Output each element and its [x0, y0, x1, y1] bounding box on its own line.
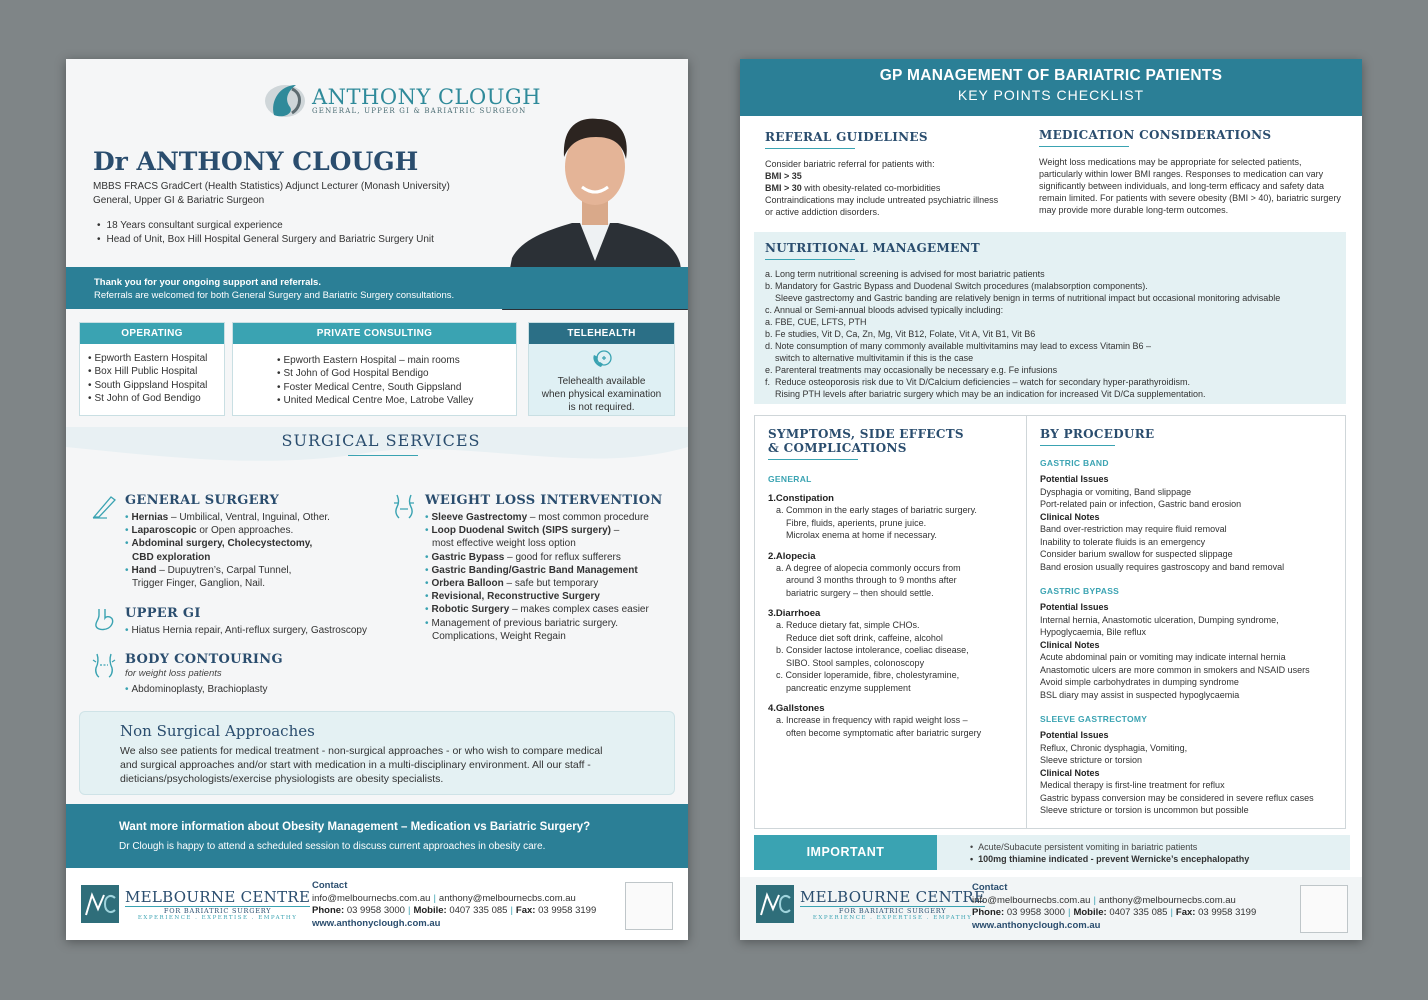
- symptom-line: Microlax enema at home if necessary.: [786, 530, 937, 540]
- service-item-text: – most common procedure: [527, 512, 649, 523]
- service-item: [425, 564, 675, 577]
- note-line: Band over-restriction may require fluid removal: [1040, 524, 1227, 534]
- symptom-heading: 4.Gallstones: [768, 703, 825, 714]
- symptom-heading: 3.Diarrhoea: [768, 608, 821, 619]
- contact-label: Contact: [312, 880, 348, 891]
- checklist-subtitle: KEY POINTS CHECKLIST: [957, 87, 1145, 103]
- procedure-list: [1040, 458, 1345, 817]
- body-contouring-title: BODY CONTOURING: [125, 652, 283, 667]
- service-item-bold: Gastric Bypass: [431, 551, 505, 563]
- general-surgery-title: GENERAL SURGERY: [125, 493, 280, 508]
- procedure-panel: [1026, 415, 1346, 829]
- mc-monogram-icon: [81, 885, 119, 923]
- symptom-line: around 3 months through to 9 months after: [786, 575, 957, 585]
- note-line: Gastric bypass conversion may be considered in severe reflux cases: [1040, 792, 1314, 803]
- service-item-bold: Revisional, Reconstructive Surgery: [431, 591, 600, 603]
- service-item-bold: Orbera Balloon: [431, 578, 504, 590]
- service-item: [425, 577, 675, 590]
- mobile-number: 0407 335 085: [449, 905, 508, 916]
- nutrition-title: NUTRITIONAL MANAGEMENT: [765, 241, 981, 255]
- service-item: [425, 537, 675, 550]
- checklist-title: GP MANAGEMENT OF BARIATRIC PATIENTS: [879, 67, 1223, 84]
- qualification-line: General, Upper GI & Bariatric Surgeon: [93, 195, 265, 206]
- experience-list: [93, 219, 434, 247]
- body-contouring-subtitle: for weight loss patients: [125, 668, 222, 679]
- service-item-text: Management of previous bariatric surgery.: [431, 617, 619, 629]
- medication-section: [1039, 128, 1344, 216]
- symptom-line: a. Reduce dietary fat, simple CHOs.: [776, 620, 920, 630]
- symptom-heading: 1.Constipation: [768, 493, 834, 504]
- title-underline: [1039, 146, 1129, 147]
- upper-gi-title: UPPER GI: [125, 606, 201, 621]
- weight-loss-title: WEIGHT LOSS INTERVENTION: [425, 493, 663, 508]
- service-item: [425, 617, 675, 630]
- issue-line: Reflux, Chronic dysphagia, Vomiting,: [1040, 742, 1188, 753]
- logo-subtitle: GENERAL, UPPER GI & BARIATRIC SURGEON: [312, 107, 527, 115]
- website-link[interactable]: www.anthonyclough.com.au: [312, 917, 441, 929]
- nutrition-item: f. Reduce osteoporosis risk due to Vit D/Calcium deficiencies – watch for secondary hyper-parathyroidism.: [765, 377, 1191, 387]
- qr-placeholder: [1300, 885, 1348, 933]
- symptoms-list: [768, 493, 1026, 739]
- body-contouring-section: [125, 652, 385, 696]
- qualification-line: MBBS FRACS GradCert (Health Statistics) Adjunct Lecturer (Monash University): [93, 181, 450, 192]
- mcbs-subtitle: FOR BARIATRIC SURGERY: [125, 906, 310, 915]
- non-surgical-panel: [79, 711, 675, 795]
- mcbs-tagline: EXPERIENCE . EXPERTISE . EMPATHY: [812, 914, 973, 921]
- title-underline: [768, 459, 858, 460]
- right-footer: [740, 877, 1362, 940]
- nutrition-item: a. Long term nutritional screening is advised for most bariatric patients: [765, 269, 1045, 279]
- referral-section: [765, 130, 1005, 218]
- service-item-bold: Abdominal surgery, Cholecystectomy,: [131, 538, 313, 550]
- symptom-line: often become symptomatic after bariatric surgery: [786, 727, 982, 738]
- service-item-bold: Robotic Surgery: [431, 604, 510, 616]
- consulting-location: • United Medical Centre Moe, Latrobe Valley: [277, 394, 516, 407]
- symptom-line: a. Common in the early stages of bariatric surgery.: [776, 505, 977, 515]
- notes-label: Clinical Notes: [1040, 767, 1100, 778]
- nutrition-item: d. Note consumption of many commonly available multivitamins may lead to excess Vitamin B6 –: [765, 341, 1152, 351]
- service-item: [125, 524, 385, 537]
- phone-icon: [589, 349, 615, 371]
- service-item: [425, 603, 675, 616]
- info-banner: [66, 804, 688, 868]
- logo-name: ANTHONY CLOUGH: [312, 85, 542, 109]
- experience-item: • 18 Years consultant surgical experience: [93, 219, 434, 233]
- fax-number: 03 9958 3199: [1198, 907, 1257, 918]
- operating-title: OPERATING: [80, 323, 224, 344]
- issues-label: Potential Issues: [1040, 602, 1109, 612]
- nutrition-item: a. FBE, CUE, LFTS, PTH: [765, 317, 867, 327]
- service-item-text: – Umbilical, Ventral, Inguinal, Other.: [168, 512, 330, 523]
- qr-placeholder: [625, 882, 673, 930]
- service-item: [125, 564, 385, 577]
- mcbs-name: MELBOURNE CENTRE: [125, 887, 311, 906]
- issue-line: Hypoglycaemia, Bile reflux: [1040, 627, 1147, 637]
- service-item: [125, 551, 385, 564]
- important-notes: [937, 835, 1350, 870]
- notes-label: Clinical Notes: [1040, 639, 1100, 650]
- procedure-subheading: GASTRIC BYPASS: [1040, 586, 1120, 596]
- service-item: [425, 590, 675, 603]
- private-consulting-title: PRIVATE CONSULTING: [233, 323, 516, 344]
- symptom-line: a. A degree of alopecia commonly occurs from: [776, 562, 961, 573]
- flyer-back: [740, 59, 1362, 940]
- service-item-text: Complications, Weight Regain: [432, 630, 566, 642]
- fax-label: Fax:: [1175, 907, 1196, 918]
- service-item-bold: Sleeve Gastrectomy: [431, 512, 528, 523]
- consulting-location: • Foster Medical Centre, South Gippsland: [277, 381, 516, 394]
- body-icon: [91, 652, 117, 678]
- contraindications: Contraindications may include untreated psychiatric illness or active addiction disorders.: [765, 195, 999, 217]
- body-contouring-item: • Abdominoplasty, Brachioplasty: [125, 683, 385, 696]
- operating-location: • Box Hill Public Hospital: [88, 365, 224, 378]
- telehealth-line: Telehealth available: [557, 376, 646, 387]
- service-item-bold: CBD exploration: [132, 551, 211, 563]
- email-link[interactable]: anthony@melbournecbs.com.au: [438, 892, 576, 904]
- note-line: Medical therapy is first-line treatment for reflux: [1040, 780, 1225, 790]
- qualifications: [93, 180, 450, 208]
- left-footer: [66, 868, 688, 940]
- consulting-location: • St John of God Hospital Bendigo: [277, 367, 516, 380]
- nutrition-item: b. Fe studies, Vit D, Ca, Zn, Mg, Vit B12, Folate, Vit A, Vit B1, Vit B6: [765, 329, 1036, 339]
- service-item-text: – safe but temporary: [503, 578, 599, 590]
- mc-monogram-icon: [756, 885, 794, 923]
- service-item-text: – good for reflux sufferers: [504, 551, 621, 563]
- note-line: Inability to tolerate fluids is an emergency: [1040, 536, 1206, 547]
- service-item-text: – makes complex cases easier: [509, 604, 649, 616]
- upper-gi-item: • Hiatus Hernia repair, Anti-reflux surgery, Gastroscopy: [125, 624, 405, 637]
- note-line: Sleeve stricture or torsion is uncommon but possible: [1040, 805, 1249, 815]
- procedure-subheading: SLEEVE GASTRECTOMY: [1040, 714, 1148, 724]
- general-surgery-section: [125, 493, 385, 590]
- phone-number: 03 9958 3000: [346, 905, 405, 916]
- info-banner-title: Want more information about Obesity Management – Medication vs Bariatric Surgery?: [119, 821, 591, 833]
- email-link[interactable]: anthony@melbournecbs.com.au: [1098, 894, 1236, 906]
- note-line: Anastomotic ulcers are more common in smokers and NSAID users: [1040, 664, 1310, 675]
- nutrition-item: e. Parenteral treatments may occasionally be necessary e.g. Fe infusions: [765, 365, 1058, 375]
- symptoms-panel: [754, 415, 1027, 829]
- note-line: Band erosion usually requires gastroscopy and band removal: [1040, 561, 1285, 572]
- thank-you-title: Thank you for your ongoing support and referrals.: [94, 277, 321, 288]
- service-item-bold: Hand: [131, 564, 157, 576]
- fax-label: Fax:: [515, 905, 536, 916]
- service-item-bold: Laparoscopic: [131, 525, 197, 537]
- thank-you-text: Referrals are welcomed for both General Surgery and Bariatric Surgery consultations.: [94, 290, 455, 301]
- service-item-text: Trigger Finger, Ganglion, Nail.: [132, 578, 266, 590]
- procedure-subheading: GASTRIC BAND: [1040, 458, 1109, 468]
- symptom-heading: 2.Alopecia: [768, 550, 816, 562]
- phone-label: Phone:: [972, 907, 1005, 918]
- mcbs-tagline: EXPERIENCE . EXPERTISE . EMPATHY: [137, 914, 298, 921]
- important-note: • 100mg thiamine indicated - prevent Wernicke’s encephalopathy: [970, 853, 1350, 865]
- stomach-icon: [91, 606, 117, 632]
- nutrition-item: switch to alternative multivitamin if this is the case: [765, 353, 974, 363]
- symptoms-title-2: & COMPLICATIONS: [768, 441, 907, 455]
- doctor-name: Dr ANTHONY CLOUGH: [93, 147, 419, 176]
- surgical-services-title: SURGICAL SERVICES: [281, 431, 481, 450]
- title-underline: [1040, 445, 1115, 446]
- symptom-line: pancreatic enzyme supplement: [786, 682, 911, 693]
- note-line: Acute abdominal pain or vomiting may indicate internal hernia: [1040, 652, 1286, 662]
- telehealth-line: is not required.: [568, 402, 635, 413]
- weight-loss-list: [425, 511, 675, 643]
- thank-you-banner: [66, 267, 688, 309]
- upper-gi-section: [125, 606, 405, 637]
- telehealth-title: TELEHEALTH: [529, 323, 674, 344]
- service-item-bold: Loop Duodenal Switch (SIPS surgery): [431, 525, 611, 537]
- issues-label: Potential Issues: [1040, 474, 1109, 484]
- checklist-header: [740, 59, 1362, 116]
- nutrition-item: Sleeve gastrectomy and Gastric banding are relatively benign in terms of nutritional impact but occasional monitoring advisable: [765, 293, 1281, 303]
- title-underline: [765, 259, 855, 260]
- note-line: Avoid simple carbohydrates in dumping syndrome: [1040, 677, 1239, 687]
- private-consulting-box: [232, 322, 517, 416]
- issues-label: Potential Issues: [1040, 730, 1109, 740]
- symptom-line: a. Increase in frequency with rapid weight loss –: [776, 715, 968, 725]
- email-link[interactable]: info@melbournecbs.com.au: [312, 892, 431, 904]
- issue-line: Dysphagia or vomiting, Band slippage: [1040, 486, 1192, 497]
- non-surgical-text: We also see patients for medical treatment - non-surgical approaches - or who wish to compare medical and surgical approaches and/or start with medication in a multi-disciplinary environment. All our staff - dieticians/psychologists/exercise physiologists are obesity specialists.: [120, 745, 603, 785]
- nutrition-panel: [754, 232, 1346, 404]
- telehealth-line: when physical examination: [541, 389, 662, 400]
- service-item: [425, 630, 675, 643]
- bmi-35: BMI > 35: [765, 171, 802, 181]
- symptom-line: Fibre, fluids, aperients, prune juice.: [786, 517, 927, 528]
- note-line: BSL diary may assist in suspected hypoglycaemia: [1040, 689, 1240, 700]
- bmi-30-text: with obesity-related co-morbidities: [801, 183, 941, 193]
- service-item: [425, 551, 675, 564]
- mcbs-logo: [81, 885, 310, 923]
- service-item-text: or Open approaches.: [196, 525, 294, 537]
- referral-intro: Consider bariatric referral for patients with:: [765, 159, 935, 169]
- symptom-line: b. Consider lactose intolerance, coeliac disease,: [776, 645, 969, 655]
- issue-line: Port-related pain or infection, Gastric band erosion: [1040, 499, 1242, 509]
- mcbs-name: MELBOURNE CENTRE: [800, 887, 986, 906]
- operating-box: [79, 322, 225, 416]
- bmi-30: BMI > 30: [765, 183, 802, 193]
- waist-icon: [391, 493, 417, 519]
- symptoms-title: SYMPTOMS, SIDE EFFECTS: [768, 427, 964, 441]
- service-item: [125, 537, 385, 550]
- note-line: Consider barium swallow for suspected slippage: [1040, 549, 1233, 559]
- mobile-number: 0407 335 085: [1109, 907, 1168, 918]
- important-note: • Acute/Subacute persistent vomiting in bariatric patients: [970, 841, 1350, 853]
- non-surgical-title: Non Surgical Approaches: [120, 722, 315, 740]
- consulting-location: • Epworth Eastern Hospital – main rooms: [277, 354, 516, 367]
- operating-location: • St John of God Bendigo: [88, 392, 224, 405]
- anthony-clough-logo: [262, 77, 541, 123]
- mobile-label: Mobile:: [1073, 907, 1107, 918]
- nutrition-item: b. Mandatory for Gastric Bypass and Duodenal Switch procedures (malabsorption components).: [765, 281, 1148, 291]
- symptom-line: SIBO. Stool samples, colonoscopy: [786, 657, 925, 668]
- referral-title: REFERAL GUIDELINES: [765, 130, 928, 144]
- procedure-title: BY PROCEDURE: [1040, 427, 1155, 441]
- experience-item: • Head of Unit, Box Hill Hospital General Surgery and Bariatric Surgery Unit: [93, 233, 434, 247]
- title-underline: [765, 148, 855, 149]
- service-item-text: – Dupuytren’s, Carpal Tunnel,: [156, 564, 292, 576]
- notes-label: Clinical Notes: [1040, 511, 1100, 522]
- service-item: [125, 577, 385, 590]
- issue-line: Internal hernia, Anastomotic ulceration, Dumping syndrome,: [1040, 614, 1279, 625]
- phone-label: Phone:: [312, 905, 345, 916]
- website-link[interactable]: www.anthonyclough.com.au: [972, 919, 1101, 931]
- mcbs-logo: [756, 885, 985, 923]
- logo-mark-icon: [262, 77, 308, 123]
- info-banner-text: Dr Clough is happy to attend a scheduled session to discuss current approaches in obesity care.: [119, 841, 546, 852]
- fax-number: 03 9958 3199: [538, 905, 597, 916]
- operating-location: • South Gippsland Hospital: [88, 379, 224, 392]
- service-item: [425, 524, 675, 537]
- symptom-line: c. Consider loperamide, fibre, cholestyramine,: [776, 670, 960, 680]
- nutrition-list: [765, 268, 1346, 400]
- service-item-bold: Gastric Banding/Gastric Band Management: [431, 564, 638, 576]
- general-subheading: GENERAL: [768, 474, 812, 484]
- contact-block: Contact info@melbournecbs.com.au | anthony@melbournecbs.com.au Phone: 03 9958 3000 | Mobile: 0407 335 085 | Fax: 03 9958 3199 www.anthonyclough.com.au: [312, 880, 597, 929]
- general-surgery-list: [125, 511, 385, 590]
- contact-block: Contact info@melbournecbs.com.au | anthony@melbournecbs.com.au Phone: 03 9958 3000 | Mobile: 0407 335 085 | Fax: 03 9958 3199 www.anthonyclough.com.au: [972, 882, 1257, 931]
- service-item: [125, 511, 385, 524]
- mobile-label: Mobile:: [413, 905, 447, 916]
- contact-label: Contact: [972, 882, 1008, 893]
- flyer-front: [66, 59, 688, 940]
- telehealth-box: [528, 322, 675, 416]
- issue-line: Sleeve stricture or torsion: [1040, 755, 1143, 765]
- symptom-line: bariatric surgery – then should settle.: [786, 587, 934, 598]
- scalpel-icon: [91, 493, 117, 519]
- nutrition-item: Rising PTH levels after bariatric surgery which may be an indication for increased Vit D/Ca supplementation.: [765, 389, 1206, 399]
- operating-location: • Epworth Eastern Hospital: [88, 352, 224, 365]
- medication-title: MEDICATION CONSIDERATIONS: [1039, 128, 1272, 142]
- mcbs-subtitle: FOR BARIATRIC SURGERY: [800, 906, 985, 915]
- weight-loss-section: [425, 493, 675, 643]
- title-underline: [348, 455, 418, 456]
- service-item: [425, 511, 675, 524]
- medication-text: Weight loss medications may be appropriate for selected patients, particularly within lower BMI ranges. Responses to medication can vary significantly between individuals, and long-term efficacy and safety data remain limited. For patients with severe obesity (BMI > 40), bariatric surgery may provide more durable long-term outcomes.: [1039, 157, 1341, 215]
- service-item-text: –: [610, 525, 620, 537]
- symptom-line: Reduce diet soft drink, caffeine, alcohol: [786, 632, 943, 643]
- service-item-bold: Hernias: [131, 512, 169, 523]
- service-item-text: most effective weight loss option: [432, 538, 576, 550]
- nutrition-item: c. Annual or Semi-annual bloods advised typically including:: [765, 305, 1004, 315]
- important-label: IMPORTANT: [754, 835, 937, 870]
- phone-number: 03 9958 3000: [1006, 907, 1065, 918]
- email-link[interactable]: info@melbournecbs.com.au: [972, 894, 1091, 906]
